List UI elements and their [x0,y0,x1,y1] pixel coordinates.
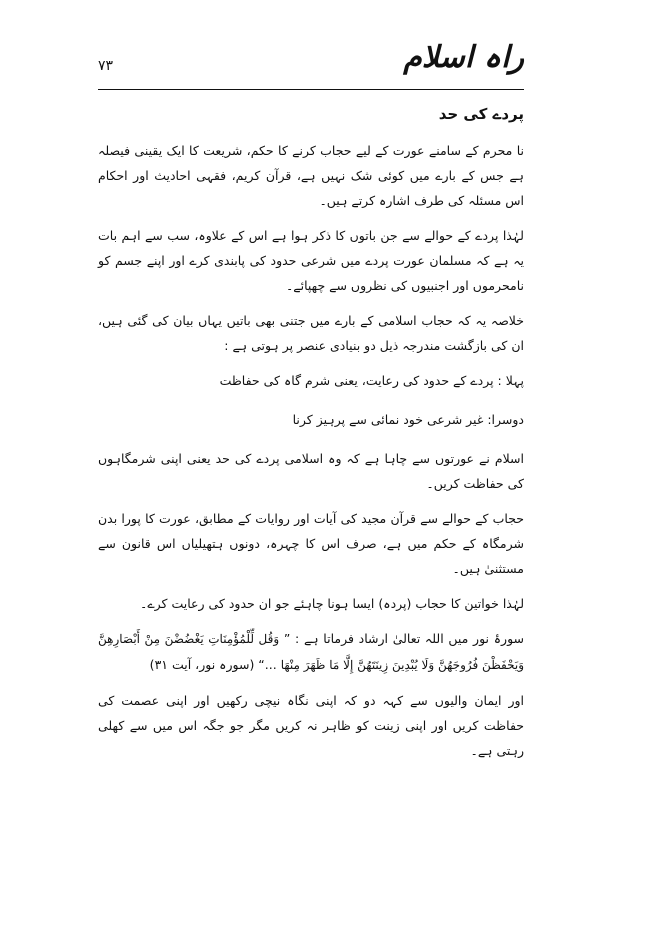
book-title: راہ اسلام [403,40,524,75]
section-heading: پردے کی حد [438,105,524,123]
paragraph: خلاصہ یہ کہ حجاب اسلامی کے بارے میں جتنی بھی باتیں یہاں بیان کی گئی ہیں، ان کی بازگشت مندرجہ ذیل دو بنیادی عنصر پر ہوتی ہے : [98,313,524,353]
paragraph: اور ایمان والیوں سے کہہ دو کہ اپنی نگاہ نیچی رکھیں اور اپنی عصمت کی حفاظت کریں اور اپنی زینت کو ظاہر نہ کریں مگر جو جگہ اس میں سے کھلی رہتی ہے۔ [98,693,524,758]
paragraph: لہٰذا خواتین کا حجاب (پردہ) ایسا ہونا چاہئے جو ان حدود کی رعایت کرے۔ [140,596,524,611]
quran-quote [98,626,524,678]
paragraph: لہٰذا پردے کے حوالے سے جن باتوں کا ذکر ہوا ہے اس کے علاوہ، سب سے اہم بات یہ ہے کہ مسلمان عورت پردے میں شرعی حدود کی پابندی کرے اور اپنے جسم کو نامحرموں اور اجنبیوں کی نظروں سے چھپائے۔ [98,228,524,293]
quote-citation: ...“ (سورہ نور، آیت ۳۱) [149,657,277,672]
paragraph: اسلام نے عورتوں سے چاہا ہے کہ وہ اسلامی پردے کی حد یعنی اپنی شرمگاہوں کی حفاظت کریں۔ [98,451,524,491]
quote-intro: سورۂ نور میں اللہ تعالیٰ ارشاد فرماتا ہے : ” [283,631,525,646]
page-header [98,38,524,90]
list-item: دوسرا: غیر شرعی خود نمائی سے پرہیز کرنا [292,412,524,427]
paragraph: حجاب کے حوالے سے قرآن مجید کی آیات اور روایات کے مطابق، عورت کا پورا بدن شرمگاہ کے حکم میں ہے، صرف اس کا چہرہ، دونوں ہتھیلیاں اس قانون سے مستثنیٰ ہیں۔ [98,511,524,576]
quote-arabic-text: وَقُل لِّلْمُؤْمِنَاتِ يَغْضُضْنَ مِنْ أَبْصَارِهِنَّ وَيَحْفَظْنَ فُرُوجَهُنَّ وَلَا يُبْدِينَ زِينَتَهُنَّ إِلَّا مَا ظَهَرَ مِنْهَا [98,632,524,672]
list-item: پہلا : پردے کے حدود کی رعایت، یعنی شرم گاہ کی حفاظت [219,373,524,388]
page-number: ۷۳ [98,58,114,74]
header-divider [98,89,524,90]
page-body [98,102,524,773]
paragraph: نا محرم کے سامنے عورت کے لیے حجاب کرنے کا حکم، شریعت کا ایک یقینی فیصلہ ہے جس کے بارے میں کوئی شک نہیں ہے، قرآن کریم، فقہی احادیث اور احکام اس مسئلہ کی طرف اشارہ کرتے ہیں۔ [98,143,524,208]
